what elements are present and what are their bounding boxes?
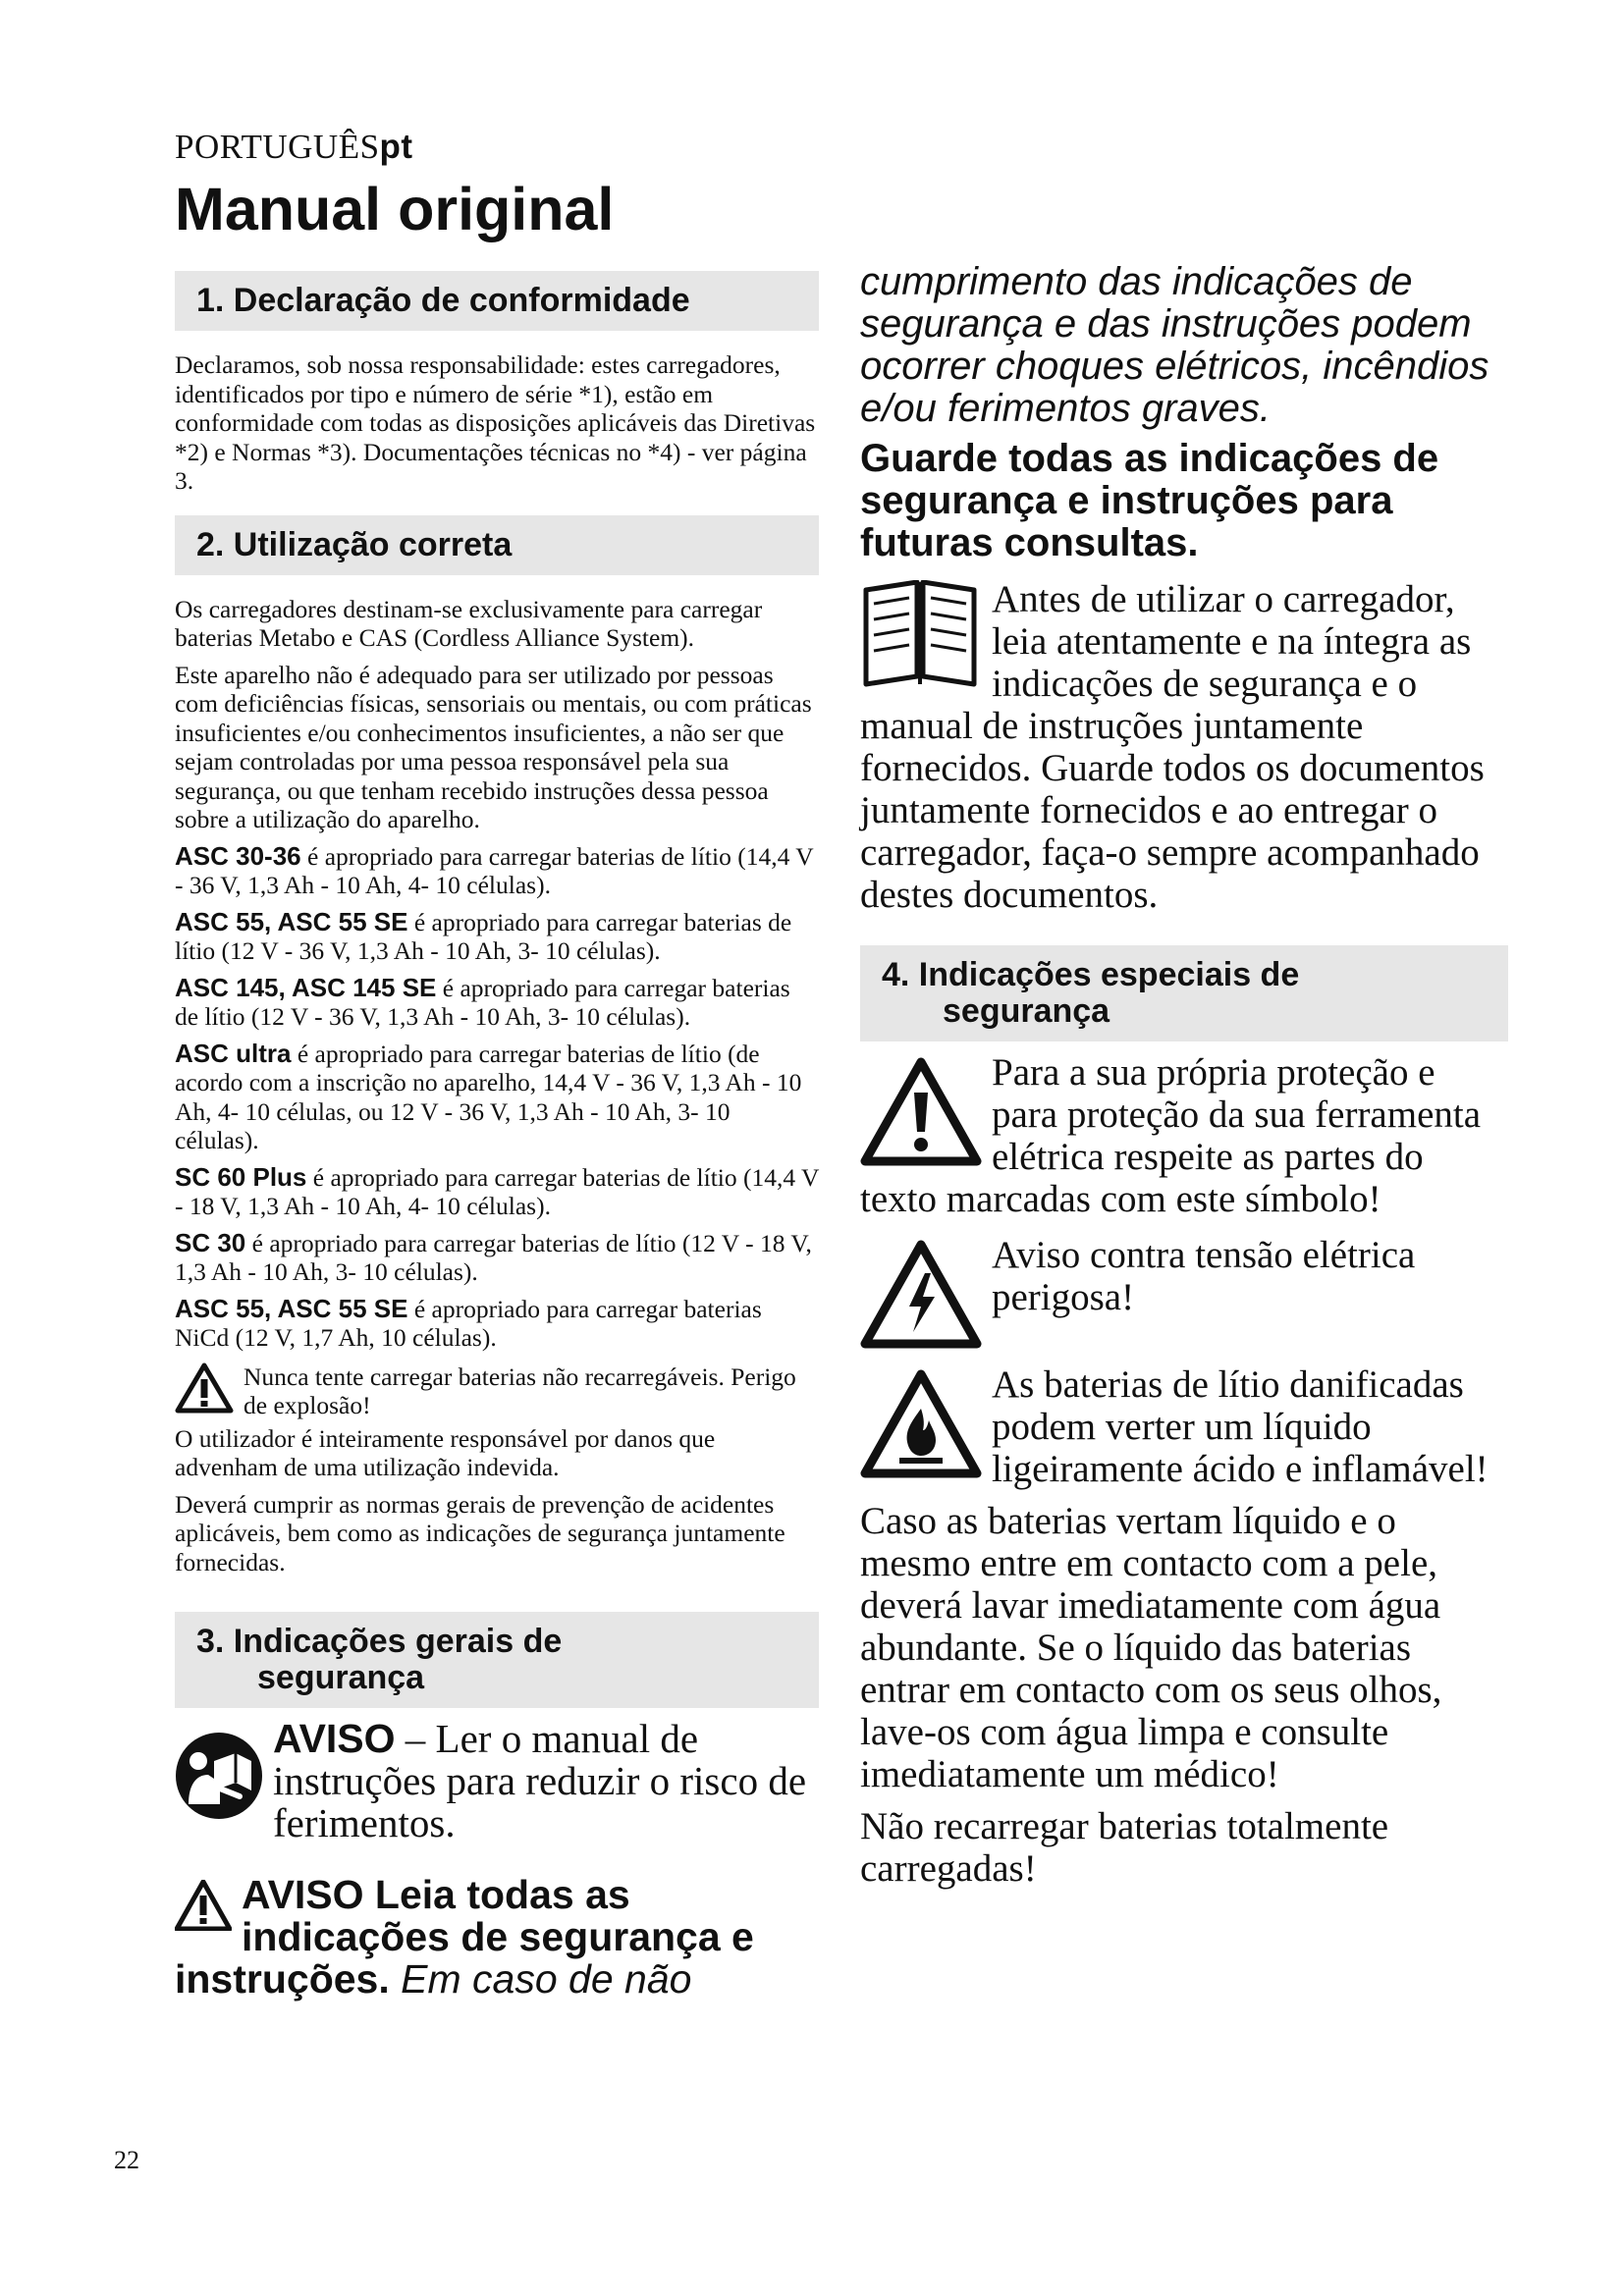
flammable-warning-text: As baterias de lítio danificadas podem verter um líquido ligeiramente ácido e inflamável!	[992, 1363, 1489, 1490]
general-warning-text	[175, 1874, 819, 2001]
consequences-text: cumprimento das indicações de segurança e das instruções podem ocorrer choques elétricos, incêndios e/ou ferimentos graves.	[860, 260, 1489, 430]
section-4-heading-line-1: 4. Indicações especiais de	[882, 956, 1300, 993]
section-3-heading-line-2: segurança	[257, 1659, 425, 1696]
read-manual-notice	[175, 1718, 819, 1844]
voltage-warning	[860, 1234, 1508, 1350]
model-item	[175, 1163, 819, 1221]
model-text: é apropriado para carregar baterias de lítio (12 V - 36 V, 1,3 Ah - 10 Ah, 3- 10 células).	[175, 973, 790, 1031]
read-documents-text: Antes de utilizar o carregador, leia atentamente e na íntegra as indicações de segurança e o manual de instruções juntamente fornecidos. Guarde todos os documentos juntamente fornecidos e ao entregar o carregador, faça-o sempre acompanhado destes documentos.	[860, 578, 1485, 916]
usage-paragraph-1: Os carregadores destinam-se exclusivamente para carregar baterias Metabo e CAS (Cordless Alliance System).	[175, 594, 763, 652]
model-text: é apropriado para carregar baterias de lítio (12 V - 36 V, 1,3 Ah - 10 Ah, 3- 10 células).	[175, 907, 792, 965]
flammable-hazard-icon	[860, 1369, 982, 1479]
aviso-text: – Ler o manual de instruções para reduzir o risco de ferimentos.	[273, 1716, 807, 1845]
no-recharge-paragraph: Não recarregar baterias totalmente carregadas!	[860, 1805, 1389, 1890]
page-number: 22	[114, 2146, 139, 2174]
model-text: é apropriado para carregar baterias de lítio (14,4 V - 18 V, 1,3 Ah - 10 Ah, 4- 10 células).	[175, 1162, 819, 1220]
leak-handling-paragraph: Caso as baterias vertam líquido e o mesmo entre em contacto com a pele, deverá lavar imediatamente com água abundante. Se o líquido das baterias entrar em contacto com os seus olhos, lave-os com água limpa e consulte imediatamente um médico!	[860, 1500, 1442, 1795]
model-name: ASC 55, ASC 55 SE	[175, 906, 408, 936]
model-name: SC 30	[175, 1227, 246, 1257]
language-name: PORTUGUÊS	[175, 128, 380, 166]
read-manual-text	[273, 1718, 819, 1844]
model-item	[175, 1040, 819, 1155]
left-column	[175, 271, 819, 2001]
usage-paragraph-2: Este aparelho não é adequado para ser utilizado por pessoas com deficiências físicas, sensoriais ou mentais, ou com práticas insuficientes e/ou conhecimentos insuficientes, a não ser que sejam controladas por uma pessoa responsável pela sua segurança, ou que tenham recebido instruções dessa pessoa sobre a utilização do aparelho.	[175, 660, 812, 833]
protection-warning	[860, 1051, 1508, 1220]
accident-prevention-paragraph: Deverá cumprir as normas gerais de prevenção de acidentes aplicáveis, bem como as indicações de segurança juntamente fornecidas.	[175, 1489, 785, 1576]
model-text: é apropriado para carregar baterias NiCd (12 V, 1,7 Ah, 10 células).	[175, 1294, 762, 1352]
model-item	[175, 974, 819, 1032]
open-book-icon	[860, 580, 980, 690]
model-text: é apropriado para carregar baterias de lítio (12 V - 18 V, 1,3 Ah - 10 Ah, 3- 10 células).	[175, 1228, 812, 1286]
model-name: ASC 145, ASC 145 SE	[175, 972, 437, 1002]
protection-warning-text: Para a sua própria proteção e para proteção da sua ferramenta elétrica respeite as partes do texto marcadas com este símbolo!	[860, 1051, 1482, 1220]
model-name: ASC 55, ASC 55 SE	[175, 1293, 408, 1323]
read-documents-notice	[860, 578, 1508, 916]
model-name: SC 60 Plus	[175, 1161, 307, 1192]
section-2-heading: 2. Utilização correta	[175, 515, 819, 575]
flammable-warning	[860, 1363, 1508, 1490]
explosion-warning-text: Nunca tente carregar baterias não recarregáveis. Perigo de explosão!	[244, 1362, 796, 1419]
warning-triangle-icon	[175, 1880, 232, 1931]
keep-instructions-text: Guarde todas as indicações de segurança e instruções para futuras consultas.	[860, 437, 1439, 564]
warning-italic-text: Em caso de não	[389, 1956, 692, 2002]
section-3-heading	[175, 1612, 819, 1708]
explosion-warning	[175, 1362, 819, 1420]
model-item	[175, 908, 819, 966]
language-code: pt	[379, 128, 413, 166]
section-3-heading-line-1: 3. Indicações gerais de	[196, 1623, 563, 1660]
warning-triangle-icon	[860, 1057, 982, 1167]
voltage-warning-text: Aviso contra tensão elétrica perigosa!	[992, 1234, 1416, 1318]
section-4-heading-line-2: segurança	[943, 992, 1110, 1030]
section-1-heading: 1. Declaração de conformidade	[175, 271, 819, 331]
model-name: ASC ultra	[175, 1038, 292, 1068]
page-title: Manual original	[175, 176, 615, 242]
right-column	[860, 261, 1508, 1890]
warning-bold-text: AVISO Leia todas as indicações de segurança e instruções.	[175, 1872, 754, 2002]
responsibility-paragraph: O utilizador é inteiramente responsável por danos que advenham de uma utilização indevida.	[175, 1423, 716, 1481]
general-warning	[175, 1874, 819, 2001]
model-item	[175, 1295, 819, 1353]
model-text: é apropriado para carregar baterias de lítio (de acordo com a inscrição no aparelho, 14,4 V - 36 V, 1,3 Ah - 10 Ah, 4- 10 células, ou 12 V - 36 V, 1,3 Ah - 10 Ah, 3- 10 células).	[175, 1039, 802, 1154]
model-text: é apropriado para carregar baterias de lítio (14,4 V - 36 V, 1,3 Ah - 10 Ah, 4- 10 células).	[175, 841, 814, 899]
model-item	[175, 842, 819, 900]
model-item	[175, 1229, 819, 1287]
read-manual-icon	[175, 1732, 263, 1820]
language-label	[175, 128, 413, 167]
aviso-label: AVISO	[273, 1716, 396, 1761]
conformity-paragraph: Declaramos, sob nossa responsabilidade: estes carregadores, identificados por tipo e número de série *1), estão em conformidade com todas as disposições aplicáveis das Diretivas *2) e Normas *3). Documentações técnicas no *4) - ver página 3.	[175, 350, 816, 495]
model-name: ASC 30-36	[175, 840, 301, 871]
electric-hazard-icon	[860, 1240, 982, 1350]
warning-triangle-icon	[175, 1362, 234, 1414]
section-4-heading	[860, 945, 1508, 1041]
